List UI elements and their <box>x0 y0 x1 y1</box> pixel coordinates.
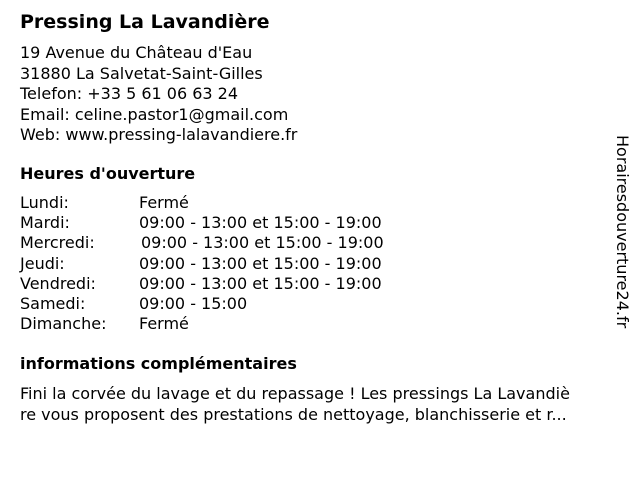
time-value: 09:00 - 13:00 et 15:00 - 19:00 <box>141 233 384 253</box>
contact-block <box>20 43 297 146</box>
day-label: Vendredi: <box>20 273 96 293</box>
day-label: Mercredi: <box>20 233 95 253</box>
time-value: Fermé <box>139 193 189 212</box>
business-name: Pressing La Lavandière <box>20 11 270 33</box>
phone-line: Telefon: +33 5 61 06 63 24 <box>20 84 239 103</box>
day-label: Mardi: <box>20 213 70 233</box>
web-line: Web: www.pressing-lalavandiere.fr <box>20 125 298 144</box>
day-label: Lundi: <box>20 193 69 212</box>
day-label: Samedi: <box>20 293 86 313</box>
info-line-2: re vous proposent des prestations de nettoyage, blanchisserie et r... <box>20 405 567 424</box>
info-heading: informations complémentaires <box>20 354 297 373</box>
time-value: 09:00 - 13:00 et 15:00 - 19:00 <box>139 273 382 293</box>
address-street: 19 Avenue du Château d'Eau <box>20 43 253 62</box>
address-city: 31880 La Salvetat-Saint-Gilles <box>20 63 263 83</box>
info-line-1: Fini la corvée du lavage et du repassage ! Les pressings La Lavandiè <box>20 384 570 403</box>
day-label: Dimanche: <box>20 314 107 334</box>
email-line: Email: celine.pastor1@gmail.com <box>20 104 289 124</box>
time-value: 09:00 - 15:00 <box>139 293 248 313</box>
time-value: Fermé <box>139 314 189 334</box>
day-label: Jeudi: <box>20 253 65 273</box>
time-value: 09:00 - 13:00 et 15:00 - 19:00 <box>139 213 382 233</box>
hours-heading: Heures d'ouverture <box>20 164 196 183</box>
time-value: 09:00 - 13:00 et 15:00 - 19:00 <box>139 253 382 273</box>
site-watermark: Horairesdouverture24.fr <box>613 135 632 329</box>
info-description <box>20 383 620 425</box>
